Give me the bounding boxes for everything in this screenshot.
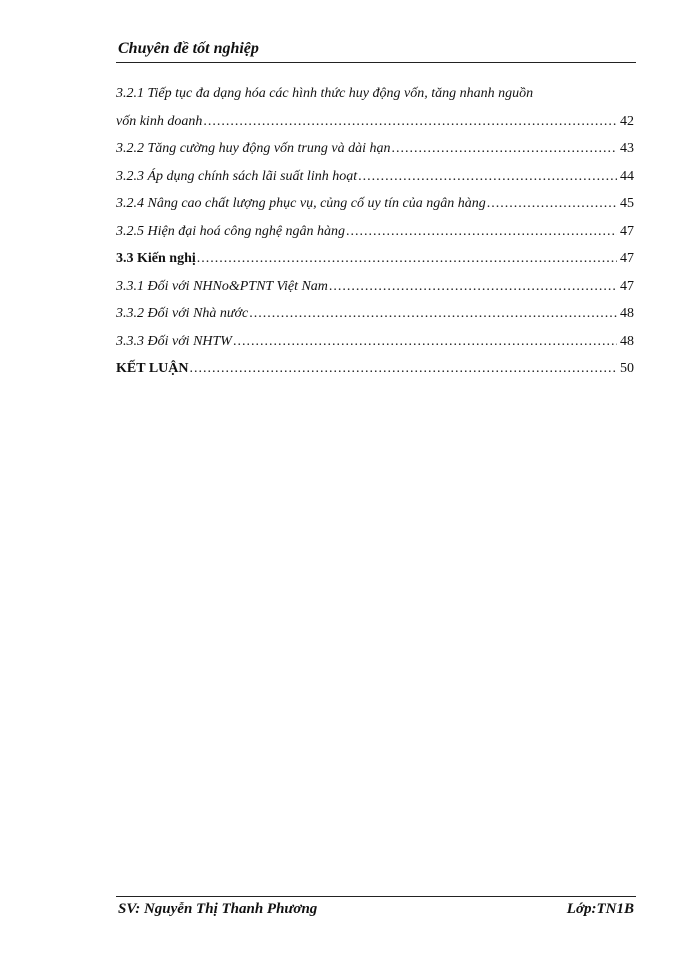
toc-dot-leader	[233, 328, 617, 356]
toc-dot-leader	[189, 355, 617, 383]
toc-entry	[116, 135, 634, 163]
toc-dot-leader	[487, 190, 617, 218]
toc-page-number: 48	[620, 333, 634, 349]
toc-entry-label: 3.2.3 Áp dụng chính sách lãi suất linh hoạt	[116, 168, 358, 184]
toc-dot-leader	[197, 245, 617, 273]
toc-page-number: 50	[620, 361, 634, 376]
toc-entry-label: vốn kinh doanh	[116, 113, 203, 129]
toc-entry-label: 3.3.3 Đối với NHTW	[116, 333, 232, 349]
toc-entry	[116, 163, 634, 191]
toc-page-number: 47	[620, 251, 634, 266]
toc-dot-leader	[203, 108, 617, 136]
toc-entry-label: KẾT LUẬN	[116, 361, 189, 376]
toc-page-number: 47	[620, 223, 634, 239]
toc-entry	[116, 218, 634, 246]
toc-entry-3-2-1-line2	[116, 108, 634, 136]
toc-entry-label: 3.3.2 Đối với Nhà nước	[116, 306, 249, 321]
toc-page-number: 44	[620, 168, 634, 184]
toc-page-number: 48	[620, 306, 634, 321]
footer-student-name: SV: Nguyễn Thị Thanh Phương	[118, 901, 318, 917]
toc-entry	[116, 355, 634, 383]
toc-dot-leader	[358, 163, 617, 191]
toc-entry-label: 3.2.5 Hiện đại hoá công nghệ ngân hàng	[116, 223, 346, 239]
toc-entry-label: 3.2.2 Tăng cường huy động vốn trung và dài hạn	[116, 141, 391, 156]
toc-entry	[116, 190, 634, 218]
page-footer	[118, 901, 634, 918]
toc-page-number: 45	[620, 196, 634, 211]
page-header-title: Chuyên đề tốt nghiệp	[118, 40, 259, 57]
header-divider	[116, 62, 636, 63]
toc-entry-label: 3.2.1 Tiếp tục đa dạng hóa các hình thức huy động vốn, tăng nhanh nguồn	[116, 86, 534, 101]
toc-page-number: 43	[620, 141, 634, 156]
toc-entry-label: 3.3 Kiến nghị	[116, 251, 196, 266]
toc-dot-leader	[249, 300, 617, 328]
toc-dot-leader	[346, 218, 617, 246]
toc-entry	[116, 245, 634, 273]
toc-entry	[116, 300, 634, 328]
toc-dot-leader	[391, 135, 617, 163]
toc-page-number: 47	[620, 278, 634, 294]
toc-entry	[116, 328, 634, 356]
toc-entry-3-2-1-line1	[116, 80, 634, 108]
toc-page-number: 42	[620, 113, 634, 129]
toc-entry-label: 3.3.1 Đối với NHNo&PTNT Việt Nam	[116, 278, 328, 294]
footer-divider	[116, 896, 636, 897]
footer-class: Lớp:TN1B	[566, 901, 634, 917]
toc-entry-label: 3.2.4 Nâng cao chất lượng phục vụ, củng cố uy tín của ngân hàng	[116, 196, 486, 211]
toc-entry	[116, 273, 634, 301]
toc-dot-leader	[329, 273, 617, 301]
table-of-contents	[116, 80, 634, 383]
